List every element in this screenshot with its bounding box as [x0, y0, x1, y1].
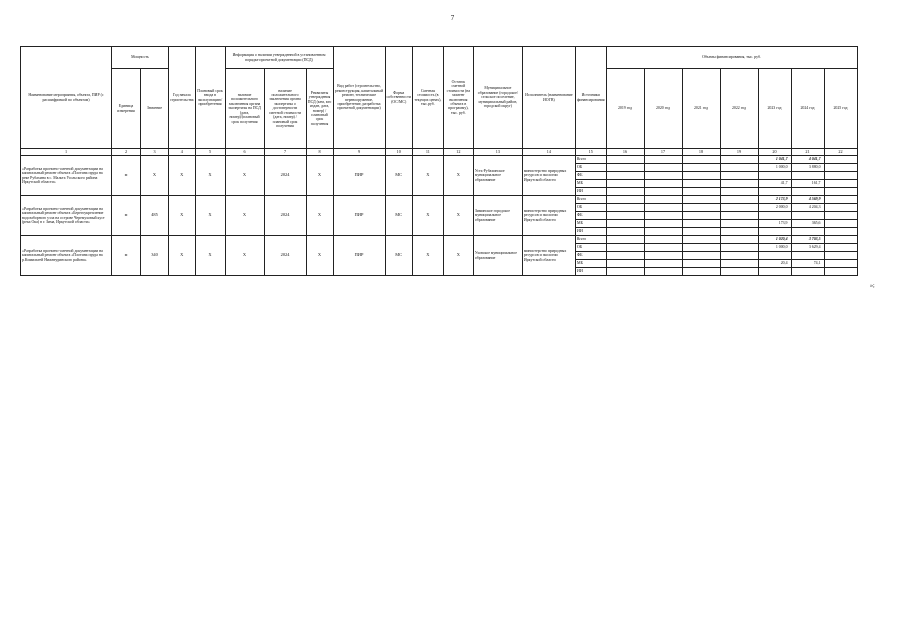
colnum: 3 — [141, 149, 169, 156]
colnum: 8 — [306, 149, 333, 156]
budget-2023 — [758, 228, 791, 236]
object-work-type: ПИР — [333, 236, 385, 276]
budget-source: МБ — [575, 220, 606, 228]
object-psd-positive: Х — [225, 196, 264, 236]
budget-2023: 2 000,0 — [758, 204, 791, 212]
object-ownership: МС — [385, 156, 412, 196]
header-year-2023: 2023 год — [758, 69, 791, 149]
colnum: 14 — [522, 149, 575, 156]
budget-source: ОБ — [575, 244, 606, 252]
header-name: Наименование мероприятия, объекта, ПИР (с расшифровкой по объектам) — [21, 47, 112, 149]
header-year-2021: 2021 год — [682, 69, 720, 149]
budget-source: ФБ — [575, 172, 606, 180]
header-year-2024: 2024 год — [791, 69, 824, 149]
object-psd-positive: Х — [225, 236, 264, 276]
budget-2024: 161,7 — [791, 180, 824, 188]
colnum: 21 — [791, 149, 824, 156]
header-executor: Исполнитель (наименование ИОГВ) — [522, 47, 575, 149]
budget-2024: 4 569,9 — [791, 196, 824, 204]
budget-source: ИИ — [575, 228, 606, 236]
budget-2024 — [791, 228, 824, 236]
column-numbers-row — [21, 149, 858, 156]
colnum: 9 — [333, 149, 385, 156]
colnum: 11 — [412, 149, 443, 156]
header-unit: Единица измерения — [112, 69, 141, 149]
budget-2024: 3 880,0 — [791, 164, 824, 172]
colnum: 22 — [824, 149, 857, 156]
colnum: 13 — [473, 149, 522, 156]
colnum: 5 — [195, 149, 225, 156]
budget-2023 — [758, 268, 791, 276]
colnum: 18 — [682, 149, 720, 156]
object-planned-term: Х — [195, 156, 225, 196]
colnum: 12 — [443, 149, 473, 156]
colnum: 20 — [758, 149, 791, 156]
budget-2023: 1 000,0 — [758, 164, 791, 172]
budget-2023: 20,4 — [758, 260, 791, 268]
header-estimated-cost: Сметная стоимость (в текущих ценах), тыс.руб. — [412, 47, 443, 149]
budget-2023 — [758, 188, 791, 196]
colnum: 19 — [720, 149, 758, 156]
budget-2023: 1 041,7 — [758, 156, 791, 164]
header-planned-term: Плановый срок ввода в эксплуатацию/приобретения — [195, 47, 225, 149]
budget-2024: 4 204,3 — [791, 204, 824, 212]
financing-table — [20, 46, 858, 276]
object-estimated-cost: Х — [412, 236, 443, 276]
budget-source: ФБ — [575, 212, 606, 220]
budget-2023: 1 020,4 — [758, 236, 791, 244]
budget-2024: 74,1 — [791, 260, 824, 268]
budget-2024 — [791, 188, 824, 196]
budget-2023 — [758, 172, 791, 180]
header-psd-info: Информация о наличии утвержденной в установленном порядке проектной документации (ПСД) — [225, 47, 333, 69]
object-unit: м — [112, 156, 141, 196]
object-executor: министерство природных ресурсов и экологии Иркутской области — [522, 196, 575, 236]
header-psd-cost: наличие положительного заключения органа экспертизы о достоверности сметной стоимости (дата, номер) / плановый срок получения — [264, 69, 306, 149]
colnum: 7 — [264, 149, 306, 156]
page-number: 7 — [450, 14, 455, 22]
budget-2024: 3 703,5 — [791, 236, 824, 244]
object-psd-positive: Х — [225, 156, 264, 196]
object-psd-cost: 2024 — [264, 236, 306, 276]
header-funding-source: Источники финансирования — [575, 47, 606, 149]
object-name: «Разработка проектно-сметной документации на капитальный ремонт объекта «Берегоукрепление водозаборного узла на острове Черемуховый куст (река Ока) в г. Зима, Иркутской области» — [21, 196, 112, 236]
colnum: 4 — [169, 149, 196, 156]
header-year-2025: 2025 год — [824, 69, 857, 149]
table-row — [21, 236, 858, 244]
object-psd-details: Х — [306, 196, 333, 236]
object-estimated-cost: Х — [412, 156, 443, 196]
budget-source: ФБ — [575, 252, 606, 260]
object-value: 340 — [141, 236, 169, 276]
colnum: 16 — [606, 149, 644, 156]
object-executor: министерство природных ресурсов и экологии Иркутской области — [522, 156, 575, 196]
closing-quote-mark: »; — [870, 283, 875, 289]
budget-source: ОБ — [575, 164, 606, 172]
object-unit: м — [112, 236, 141, 276]
budget-source: ИИ — [575, 268, 606, 276]
header-work-type: Вид работ (строительство, реконструкция, капитальный ремонт, технические перевооружение, приобретение, разработка проектной документации) — [333, 47, 385, 149]
object-psd-cost: 2024 — [264, 196, 306, 236]
budget-2023: 1 000,0 — [758, 244, 791, 252]
header-ownership: Форма собственности (ОС/МС) — [385, 47, 412, 149]
header-value: Значение — [141, 69, 169, 149]
budget-2024: 4 041,7 — [791, 156, 824, 164]
object-value: 485 — [141, 196, 169, 236]
budget-2024 — [791, 252, 824, 260]
object-remaining-cost: Х — [443, 196, 473, 236]
header-year-2022: 2022 год — [720, 69, 758, 149]
object-unit: м — [112, 196, 141, 236]
colnum: 17 — [644, 149, 682, 156]
budget-2023: 41,7 — [758, 180, 791, 188]
budget-source: Всего — [575, 236, 606, 244]
object-ownership: МС — [385, 196, 412, 236]
budget-source: МБ — [575, 260, 606, 268]
colnum: 2 — [112, 149, 141, 156]
object-start-year: Х — [169, 196, 196, 236]
object-start-year: Х — [169, 236, 196, 276]
object-municipality: Зиминское городское муниципальное образование — [473, 196, 522, 236]
object-psd-cost: 2024 — [264, 156, 306, 196]
budget-2023 — [758, 212, 791, 220]
object-municipality: Усть-Рубахинское муниципальное образование — [473, 156, 522, 196]
budget-2024 — [791, 172, 824, 180]
object-planned-term: Х — [195, 196, 225, 236]
budget-2023: 173,9 — [758, 220, 791, 228]
header-start-year: Год начала строительства — [169, 47, 196, 149]
header-funding-volumes: Объемы финансирования, тыс. руб. — [606, 47, 857, 69]
budget-2024: 365,6 — [791, 220, 824, 228]
colnum: 15 — [575, 149, 606, 156]
colnum: 1 — [21, 149, 112, 156]
budget-source: Всего — [575, 156, 606, 164]
object-remaining-cost: Х — [443, 156, 473, 196]
header-remaining-cost: Остаток сметной стоимости (на момент включения объекта в программу), тыс. руб. — [443, 47, 473, 149]
budget-2024 — [791, 268, 824, 276]
object-ownership: МС — [385, 236, 412, 276]
budget-source: ИИ — [575, 188, 606, 196]
object-work-type: ПИР — [333, 196, 385, 236]
object-name: «Разработка проектно-сметной документации на капитальный ремонт объекта «Плотина пруда на реке Рубахина в с. Мальта Усольского района Иркутской области» — [21, 156, 112, 196]
budget-2024 — [791, 212, 824, 220]
object-executor: министерство природных ресурсов и экологии Иркутской области — [522, 236, 575, 276]
table-row — [21, 156, 858, 164]
budget-2023: 2 173,9 — [758, 196, 791, 204]
budget-source: ОБ — [575, 204, 606, 212]
budget-source: Всего — [575, 196, 606, 204]
object-value: Х — [141, 156, 169, 196]
colnum: 6 — [225, 149, 264, 156]
object-planned-term: Х — [195, 236, 225, 276]
object-psd-details: Х — [306, 236, 333, 276]
header-capacity: Мощность — [112, 47, 169, 69]
header-year-2020: 2020 год — [644, 69, 682, 149]
budget-2024: 3 629,4 — [791, 244, 824, 252]
object-work-type: ПИР — [333, 156, 385, 196]
colnum: 10 — [385, 149, 412, 156]
object-municipality: Уховское муниципальное образование — [473, 236, 522, 276]
object-estimated-cost: Х — [412, 196, 443, 236]
budget-2023 — [758, 252, 791, 260]
object-start-year: Х — [169, 156, 196, 196]
header-psd-positive: наличие положительного заключения органа экспертизы на ПСД (дата, номер)/(плановый срок получения — [225, 69, 264, 149]
table-row — [21, 196, 858, 204]
object-name: «Разработка проектно-сметной документации на капитальный ремонт объекта «Плотина пруда на р.Кимильтей Нижнеудинского района» — [21, 236, 112, 276]
header-psd-details: Реквизиты утверждения ПСД (кем, кто издан, дата, номер) / плановый срок получения — [306, 69, 333, 149]
budget-source: МБ — [575, 180, 606, 188]
object-remaining-cost: Х — [443, 236, 473, 276]
header-year-2019: 2019 год — [606, 69, 644, 149]
object-psd-details: Х — [306, 156, 333, 196]
header-municipality: Муниципальное образование (городское/сельское поселение, муниципальный район, городской округ) — [473, 47, 522, 149]
